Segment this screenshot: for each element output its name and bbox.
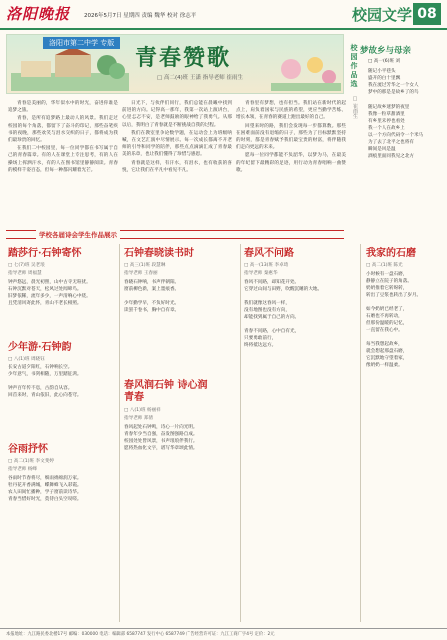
poem-line: 青春年少当自强，奋发图强路自成。 xyxy=(124,432,198,437)
poem-line: 长安古道夕阳红，石钟响长空。 xyxy=(8,365,73,370)
poem-line: 谷雨时节春将尽，细雨绵绵润万家。 xyxy=(8,476,82,481)
poem-title: 少年游·石钟韵 xyxy=(8,342,72,353)
poem-block-3 xyxy=(8,440,116,503)
poem-teacher: 指导老师 王春丽 xyxy=(124,271,158,276)
poem-line: 但那份温暖的记忆， xyxy=(366,321,408,326)
poem-teacher: 指导老师 郑倩 xyxy=(124,416,154,421)
poem-block-4 xyxy=(124,244,236,314)
poem-line: 有乡里未停也看处 xyxy=(368,118,405,124)
poem-line xyxy=(244,293,356,300)
article-column-2 xyxy=(122,100,232,228)
poem-line: 转出了豆浆也转出了岁月。 xyxy=(366,293,422,298)
poem-line: 瞬间是风是温 xyxy=(368,147,396,153)
poem-line xyxy=(368,96,444,103)
poem-line: 一直留在我心中。 xyxy=(366,328,403,333)
poem-block-1 xyxy=(8,244,116,307)
poem-author: □ 高一(13)班 李卓琦 xyxy=(244,263,289,268)
article-paragraph: 青春，是所有追梦路上最动人的风景。我们走过校园的每个角落，都留下了奋斗的印记，那些奋笔疾书的夜晚，那些欢笑与泪水交织的日子，都将成为我们最珍贵的回忆。 xyxy=(8,116,118,144)
poem-line: 春晓石钟响，书声伴朝阳。 xyxy=(124,280,180,285)
poem-line: 牡丹花开香满城，蝶舞蜂飞入彩霞。 xyxy=(8,483,82,488)
poem-title: 踏莎行·石钟寄怀 xyxy=(8,248,82,259)
poem-line: 钟声百年传不息，古韵自从容。 xyxy=(8,386,73,391)
article-paragraph: 日光下，与伙伴们同行，我们总能在晨曦中找到前进的方向。记得高一那年，我第一次站上演讲台，心里忐忑不安，是老师鼓励的眼神给了我勇气。从那以后，我明白了青春就是不断挑战自我的过程。 xyxy=(122,101,232,128)
article-paragraph: 青春是美丽的，华年似水中的时光，奋进你谁是追梦之旅。 xyxy=(8,101,118,114)
poem-line: 石钟沉默对苍天，松风过处闻啼鸟。 xyxy=(8,287,82,292)
poem-line: 愿将热血化文字，谱写华章颂此情。 xyxy=(124,446,198,451)
poem-line: 春风起处石钟鸣，诗心一片向光明。 xyxy=(124,425,198,430)
column-divider xyxy=(119,244,120,622)
poem-line xyxy=(366,334,444,341)
poem-teacher: 指导老师 杨峰 xyxy=(8,467,38,472)
poem-line: 青春当惜好时光，莫待白头空叹嗟。 xyxy=(8,497,82,502)
poem-line: 且凭清风寄此怀，青山不老长相照。 xyxy=(8,301,82,306)
page-number: 08 xyxy=(413,3,441,25)
poem-line: 奶奶推着它转呀转， xyxy=(366,286,408,291)
dateline: 2026年5月7日 星期四 责编 魏华 校对 徐志平 xyxy=(84,13,197,19)
article-column-1 xyxy=(8,100,118,228)
poem-line: 少年意气，书剑相随，万里踏征鸿。 xyxy=(8,372,82,377)
sidebar-poem-author: □ 高一(6)班 刘 xyxy=(368,59,401,64)
school-tag: 洛阳市第二中学 专版 xyxy=(43,37,120,49)
poem-title: 春风润石钟 诗心润青春 xyxy=(124,380,208,403)
article-column-3 xyxy=(236,100,346,228)
poem-author: □ 高三(1)班 段慧琳 xyxy=(124,263,166,268)
poem-line: 窗前柳色新，案上墨痕香。 xyxy=(124,287,180,292)
poem-line: 回首来时，青山依旧，此心向苍穹。 xyxy=(8,393,82,398)
poem-title: 谷雨抒怀 xyxy=(8,444,48,455)
poem-author: □ 七(7)班 吴老琅 xyxy=(8,263,45,268)
poem-line xyxy=(8,378,116,385)
poem-line: 没有地图也没有方向， xyxy=(244,308,290,313)
poem-line: 读罢千卷书，胸中自有章。 xyxy=(124,308,180,313)
poem-title: 春风不问路 xyxy=(244,248,294,259)
masthead xyxy=(0,0,447,30)
poem-line: 农人田间忙播种，学子窗前读诗华。 xyxy=(8,490,82,495)
poem-line: 旧梦依稀，流年多少，一声清响心中绕。 xyxy=(8,294,91,299)
poem-line: 我们就像这春风一样， xyxy=(244,301,290,306)
article-paragraph: 青春里有梦想，也有担当。我们站在新时代的起点上，肩负着国家与民族的希望，更应当勤学苦练、增长本领，在青春的赛道上跑出最好的自己。 xyxy=(236,101,346,121)
poem-line: 随记故乡迷梦的夜里 xyxy=(368,104,410,110)
poem-line: 却能找到属于自己的方向。 xyxy=(244,315,300,320)
right-column-poem xyxy=(366,244,444,369)
poem-line: 酒痕里面同我见之北方 xyxy=(368,154,414,160)
article-title: 青春赞歌 xyxy=(135,45,232,71)
poem-line: 石磨也不再转动， xyxy=(366,314,403,319)
poem-line: 它穿过山间与田野，吹醒沉睡的大地。 xyxy=(244,287,323,292)
poem-title: 我家的石磨 xyxy=(366,248,416,259)
strip-label: 学校各届诗会学生作品展示 xyxy=(36,230,120,239)
poem-block-5 xyxy=(124,380,236,452)
column-divider xyxy=(240,244,241,622)
poem-line: 少年勤学早，不负好时光。 xyxy=(124,301,180,306)
poem-line: 青春不问路，心中自有光， xyxy=(244,329,300,334)
poem-line: 小时候有一盘石磨， xyxy=(366,272,408,277)
poem-line xyxy=(244,321,356,328)
article-paragraph: 在我们二中校园里，每一位同学都在书写属于自己的青春篇章。有的人在课堂上专注思考，有的人在操场上挥洒汗水，有的人在图书馆里静静阅读。青春的模样千姿百态，但每一种都闪耀着光芒。 xyxy=(8,146,118,173)
column-vertical-title: 校园作品选 xyxy=(350,44,359,89)
newspaper-logo: 洛阳晚报 xyxy=(6,5,71,23)
poem-line: 以一个方向代码令一个米马 xyxy=(368,132,424,138)
sidebar-poem-body xyxy=(368,58,444,160)
poem-line: 只要勇敢前行， xyxy=(244,336,277,341)
section-strip xyxy=(6,230,344,239)
article-paragraph: 我们在教室里争论数学题，在运动会上为班级呐喊，在文艺汇演中尽情展示。每一次成长都离不开老师的引导和同学的陪伴，那些点点滴滴汇成了青春最美的乐章，也让我们懂得了珍惜与感恩。 xyxy=(122,130,232,158)
poem-author: □ 高二(1)班 李文斐婷 xyxy=(8,459,54,464)
poem-line: 像奶奶一样温柔。 xyxy=(366,363,403,368)
column-vertical-author: □ 崔雨生 xyxy=(352,96,358,119)
poem-block-2 xyxy=(8,338,116,399)
poem-line: 为了去了北平之也将有 xyxy=(368,140,414,146)
poem-line: 我在流过芳华之一个女人 xyxy=(368,83,419,89)
poem-line: 如今奶奶已经老了， xyxy=(366,307,408,312)
article-paragraph: 回望来时的路，我们会发现每一步都算数。那些在困难面前没有退缩的日子，那些为了目标默默坚持的时刻，都是青春赋予我们最宝贵的财富，将伴随我们走向更远的未来。 xyxy=(236,123,346,151)
sidebar-poem-title: 梦故乡与母亲 xyxy=(360,46,412,56)
article-banner xyxy=(6,34,344,94)
poem-line: 梦中的那是是故乡了的鸟 xyxy=(368,90,419,96)
poem-title: 石钟春晓读书时 xyxy=(124,248,194,259)
poem-line: 我一个人在故乡上 xyxy=(368,125,405,131)
poem-teacher: 指导老师 秦惠华 xyxy=(244,271,278,276)
poem-line: 终将抵达远方。 xyxy=(244,343,277,348)
flower-illustration-icon xyxy=(271,47,341,91)
article-paragraph: 青春就是这样，有汗水，有泪水，也有收获的喜悦，它让我们在平凡中看见不凡。 xyxy=(122,160,232,173)
poem-block-6 xyxy=(244,244,356,349)
poem-line: 钟声悠远，晨光初照，山中古寺无喧扰。 xyxy=(8,280,91,285)
poem-teacher: 指导老师 周福慧 xyxy=(8,271,42,276)
campus-illustration-icon xyxy=(11,47,129,91)
column-divider xyxy=(360,244,361,622)
page-footer: 本报地址：九江路民委北楼17号 邮编：030000 电话：编辑部 6587747 发行中心 6587749 广告经营许可证：九江工商广字4号 定价：2元 xyxy=(0,628,447,640)
poem-line xyxy=(366,299,444,306)
poem-line: 就会想起那盘石磨， xyxy=(366,349,408,354)
poem-line: 我像一粒草甜酒里 xyxy=(368,111,405,117)
poem-line: 它沉默地守望着家， xyxy=(366,356,408,361)
poem-line: 盛开的白十里飘 xyxy=(368,76,401,82)
poem-line xyxy=(124,293,236,300)
poem-line: 静静立在院子的角落。 xyxy=(366,279,412,284)
poem-line: 每当我想起故乡， xyxy=(366,342,403,347)
poem-author: □ 八(1)班 周晓钰 xyxy=(8,357,45,362)
poem-line: 随记小平巷头 xyxy=(368,69,396,75)
poem-author: □ 高二(1)班 陈光 xyxy=(366,263,403,268)
poem-author: □ 八(1)班 杨丽祥 xyxy=(124,408,161,413)
article-paragraph: 愿每一位同学都能不负韶华，以梦为马，在最美的年纪留下最精彩的足迹，用行动为青春唱响一曲赞歌。 xyxy=(236,153,346,173)
section-title: 校园文学 xyxy=(352,6,413,24)
article-byline: □ 高二(4)班 王潇 指导老师 崔雨生 xyxy=(157,75,243,81)
poem-line: 春风不问路，却知花开处。 xyxy=(244,280,300,285)
poem-line: 校园处处皆风景，书声琅琅伴我行。 xyxy=(124,439,198,444)
